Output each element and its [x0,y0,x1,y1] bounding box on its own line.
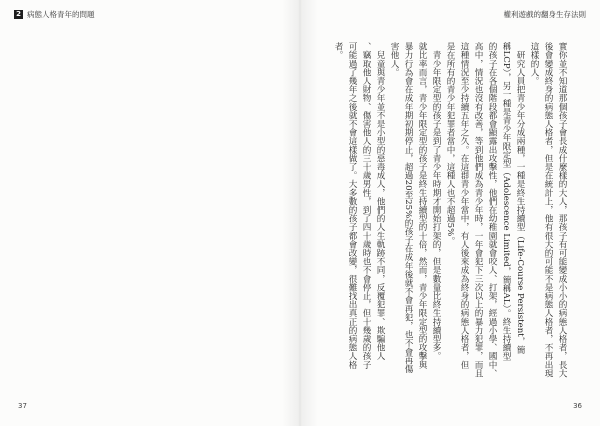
body-text-column: 者。 [333,42,343,60]
body-text-column: 稱LCP），另一種是青少年限定型（Adolescence Limited，簡稱AL）。終生持續型 [501,42,511,361]
body-text-column: 的孩子在各個階段都會顯露出攻擊性，他們在幼稚園就會咬人、打架，經過小學、國中、 [487,42,497,378]
body-text-column: 暴力行為會在成年期初期停止，超過20至25%的孩子在成年後就不會再犯，也不會再傷 [403,42,413,374]
running-header-left [14,9,95,20]
body-text-column: 是在所有的青少年犯罪者當中，這種人也不超過5%。 [445,42,455,245]
page-number-left: 37 [18,402,27,410]
body-text-column: 就比率而言，青少年限定型的孩子是終生持續型的十倍，然而，青少年限定型的攻擊與 [417,42,427,369]
running-header-right: 權利遊戲的翻身生存法則 [503,10,586,19]
book-gutter-shadow [282,0,318,426]
body-text-column: 害他人。 [389,42,399,77]
body-text-column: 這樣的人。 [529,42,539,85]
chapter-title: 病態人格青年的問題 [27,10,95,19]
body-text-column: 青少年限定型的孩子是到了青少年時期才開始打架的，但是數量比終生持續型多。 [431,42,441,361]
chapter-number-badge: 2 [14,10,23,19]
body-text-column: 研究人員把青少年分成兩種，一種是終生持續型（Life-Course Persistent，簡 [515,42,525,354]
body-text-column: 這種情況至少持續五年之久。在這群青少年當中，有人後來成為終身的病態人格者，但 [459,42,469,369]
body-text-column: 、竊取他人財物、傷害他人的三十歲男性，到了四十歲時也不會停止，但十幾歲的孩子 [361,42,371,369]
body-text-column: 後會變成終身的病態人格者，但是在統計上，他有很大的可能不是病態人格者，不再出現 [543,42,553,378]
body-text-column: 實你並不知道那個孩子會長成什麼樣的大人，那孩子有可能變成小小的病態人格者，長大 [557,42,567,378]
body-text-column: 可能過了幾年之後就不會這樣做了。大多數的孩子都會改變，很難找出真正的病態人格 [347,42,357,369]
page-number-right: 36 [573,402,582,410]
body-text-right [331,42,569,402]
body-text-column: 高中，情況也沒有改善，等到他們成為青少年時，一年會犯下三次以上的暴力犯罪，而且 [473,42,483,378]
body-text-column: 兒童與青少年並不是小型的惡毒成人，他們的人生軌跡不同，反覆犯罪、欺騙他人 [375,42,385,361]
